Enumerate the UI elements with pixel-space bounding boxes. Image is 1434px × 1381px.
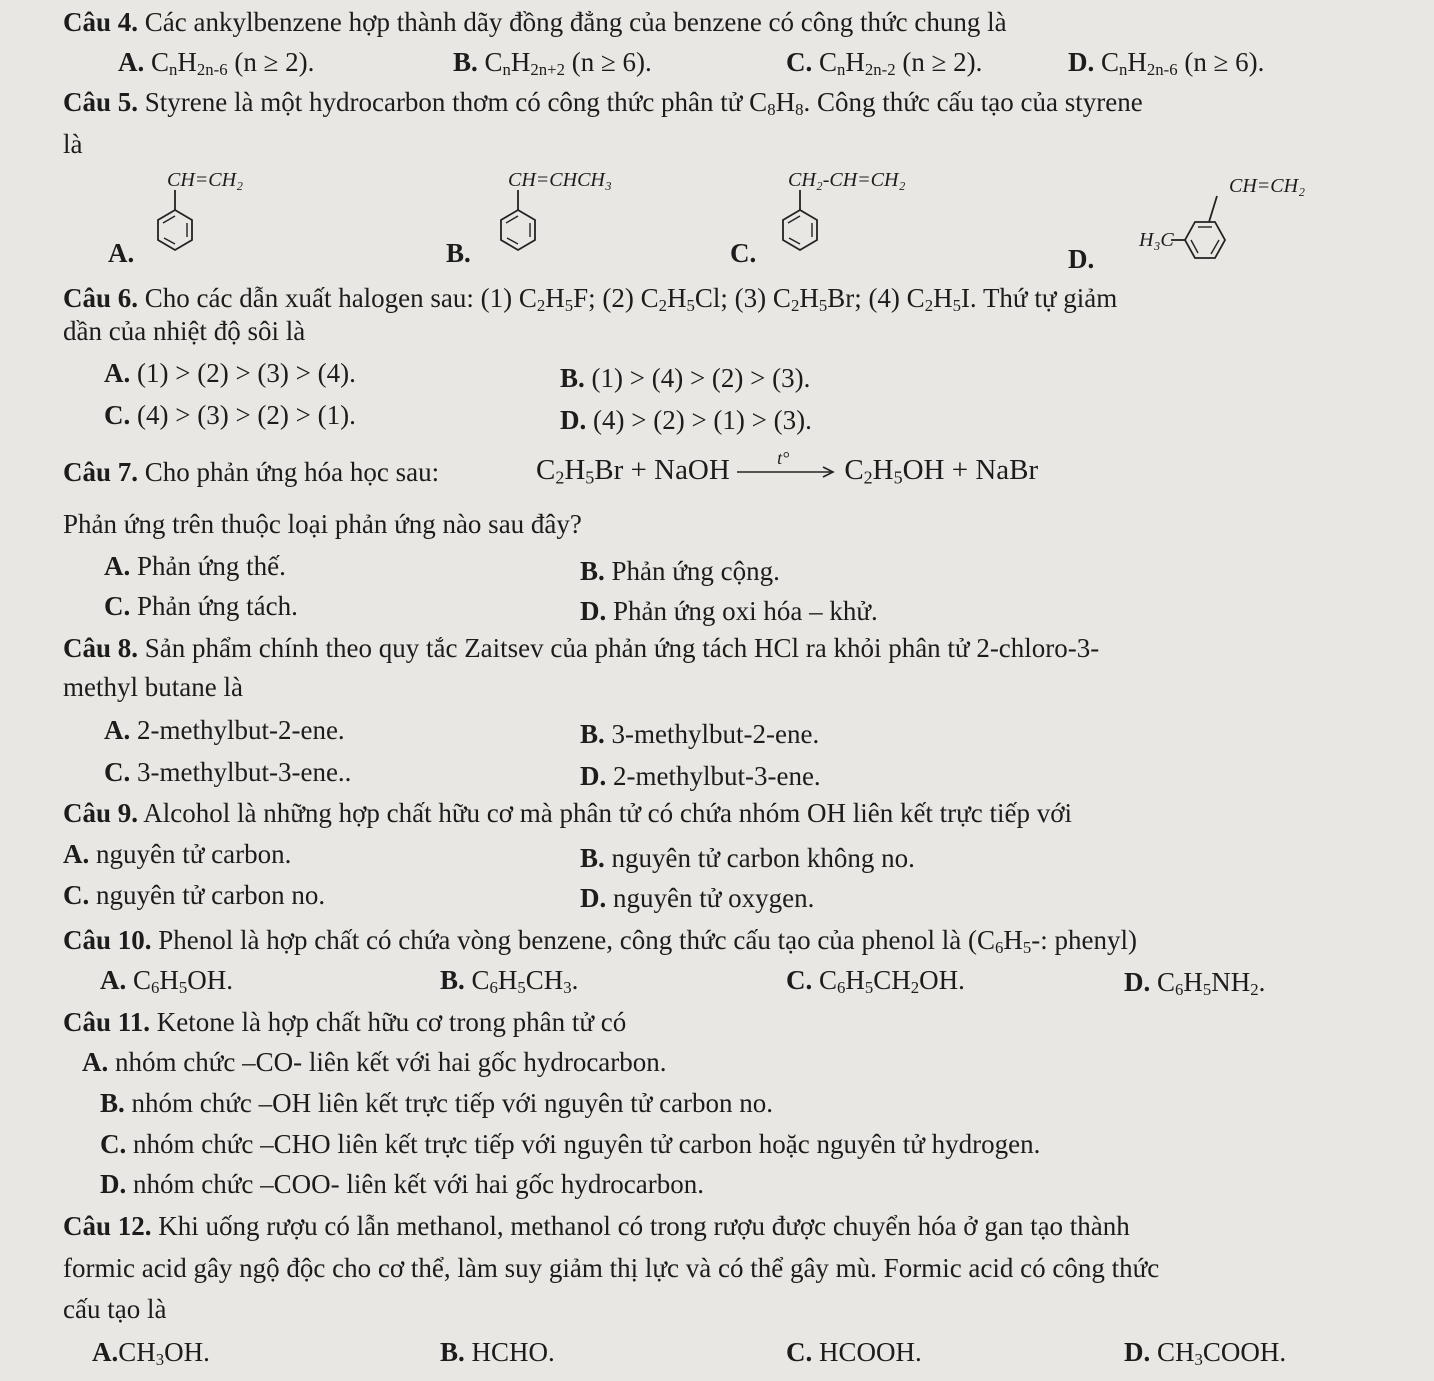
- q5-a-group: CH=CH₂: [167, 169, 244, 191]
- q4-option-d[interactable]: D. $C_nH_{2n-6}$ (n ≥ 6).: [1068, 47, 1265, 80]
- q12-option-a[interactable]: $A.CH_3OH$.: [92, 1337, 210, 1370]
- q5-number: Câu 5.: [63, 87, 139, 117]
- q11-stem: Câu 11. Ketone là hợp chất hữu cơ trong phân tử có: [63, 1007, 627, 1037]
- q5-stem: Câu 5. Styrene là một hydrocarbon thơm có công thức phân tử $C_8H_8$. Công thức cấu tạo của styrene: [63, 87, 1143, 120]
- q8-option-a[interactable]: A. 2-methylbut-2-ene.: [104, 715, 345, 745]
- q8-option-b[interactable]: B. 3-methylbut-2-ene.: [580, 719, 820, 749]
- q12-stem-3: cấu tạo là: [63, 1294, 167, 1324]
- q7-stem: Câu 7. Cho phản ứng hóa học sau:: [63, 457, 440, 487]
- q5-option-c-structure[interactable]: [770, 158, 970, 273]
- q5-option-b-structure[interactable]: [488, 158, 668, 273]
- q7-option-d[interactable]: D. Phản ứng oxi hóa – khử.: [580, 596, 878, 626]
- q11-number: Câu 11.: [63, 1007, 151, 1037]
- q11-option-c[interactable]: C. nhóm chức –CHO liên kết trực tiếp với nguyên tử carbon hoặc nguyên tử hydrogen.: [100, 1129, 1041, 1159]
- q9-option-a[interactable]: A. nguyên tử carbon.: [63, 839, 292, 869]
- q12-option-c[interactable]: C. HCOOH.: [786, 1337, 922, 1367]
- q4-stem: Câu 4. Các ankylbenzene hợp thành dãy đồng đẳng của benzene có công thức chung là: [63, 7, 1007, 37]
- q7-option-a[interactable]: A. Phản ứng thế.: [104, 551, 286, 581]
- q5-option-b-label[interactable]: B.: [446, 238, 471, 268]
- q4-number: Câu 4.: [63, 7, 139, 37]
- q6-option-a[interactable]: A. (1) > (2) > (3) > (4).: [104, 358, 356, 388]
- q4-option-c[interactable]: C. $C_nH_{2n-2}$ (n ≥ 2).: [786, 47, 983, 80]
- q8-stem-2: methyl butane là: [63, 672, 243, 702]
- q5-stem-2: là: [63, 129, 83, 159]
- q8-stem: Câu 8. Sản phẩm chính theo quy tắc Zaitsev của phản ứng tách HCl ra khỏi phân tử 2-chloro-3-: [63, 633, 1100, 663]
- q5-d-methyl: H₃C: [1139, 229, 1174, 251]
- q5-option-a-label[interactable]: A.: [108, 238, 135, 268]
- q10-option-d[interactable]: D. $C_6H_5NH_2$.: [1124, 967, 1266, 1000]
- q5-d-group: CH=CH₂: [1229, 175, 1306, 197]
- q11-option-d[interactable]: D. nhóm chức –COO- liên kết với hai gốc hydrocarbon.: [100, 1169, 705, 1199]
- q7-number: Câu 7.: [63, 457, 139, 487]
- q9-option-d[interactable]: D. nguyên tử oxygen.: [580, 883, 815, 913]
- q10-number: Câu 10.: [63, 925, 152, 955]
- q12-number: Câu 12.: [63, 1211, 152, 1241]
- q6-option-b[interactable]: B. (1) > (4) > (2) > (3).: [560, 363, 811, 393]
- q9-stem: Câu 9. Alcohol là những hợp chất hữu cơ mà phân tử có chứa nhóm OH liên kết trực tiếp với: [63, 798, 1073, 828]
- q7-equation: $C_2H_5Br$ + NaOH t° $C_2H_5OH$ + NaBr: [536, 448, 1039, 488]
- q8-option-d[interactable]: D. 2-methylbut-3-ene.: [580, 761, 821, 791]
- q10-option-a[interactable]: A. $C_6H_5OH$.: [100, 965, 234, 998]
- q5-c-group: CH₂-CH=CH₂: [788, 169, 906, 191]
- q4-option-b[interactable]: B. $C_nH_{2n+2}$ (n ≥ 6).: [453, 47, 652, 80]
- q5-option-d-label[interactable]: D.: [1068, 244, 1095, 274]
- q8-option-c[interactable]: C. 3-methylbut-3-ene..: [104, 757, 352, 787]
- q6-option-c[interactable]: C. (4) > (3) > (2) > (1).: [104, 400, 356, 430]
- q6-stem: Câu 6. Cho các dẫn xuất halogen sau: (1) $C_2H_5F$; (2) $C_2H_5Cl$; (3) $C_2H_5Br$; (4) $C_2H_5I$. Thứ tự giảm: [63, 283, 1118, 316]
- q7-option-b[interactable]: B. Phản ứng cộng.: [580, 556, 780, 586]
- q5-option-d-structure[interactable]: [1105, 160, 1335, 275]
- q10-option-b[interactable]: B. $C_6H_5CH_3$.: [440, 965, 579, 998]
- q6-option-d[interactable]: D. (4) > (2) > (1) > (3).: [560, 405, 812, 435]
- q8-number: Câu 8.: [63, 633, 139, 663]
- q7-stem-2: Phản ứng trên thuộc loại phản ứng nào sau đây?: [63, 509, 582, 539]
- q9-number: Câu 9.: [63, 798, 139, 828]
- q4-option-a[interactable]: A. $C_nH_{2n-6}$ (n ≥ 2).: [118, 47, 315, 80]
- q12-stem: Câu 12. Khi uống rượu có lẫn methanol, methanol có trong rượu được chuyển hóa ở gan tạo thành: [63, 1211, 1130, 1241]
- q12-stem-2: formic acid gây ngộ độc cho cơ thể, làm suy giảm thị lực và có thể gây mù. Formic acid có công thức: [63, 1253, 1160, 1283]
- q7-option-c[interactable]: C. Phản ứng tách.: [104, 591, 298, 621]
- q5-option-c-label[interactable]: C.: [730, 238, 757, 268]
- q5-b-group: CH=CHCH₃: [508, 169, 612, 191]
- q10-stem: Câu 10. Phenol là hợp chất có chứa vòng benzene, công thức cấu tạo của phenol là ($C_6H_5-$: phenyl): [63, 925, 1137, 958]
- q6-number: Câu 6.: [63, 283, 139, 313]
- q6-stem-2: dần của nhiệt độ sôi là: [63, 316, 306, 346]
- q12-option-d[interactable]: D. $CH_3COOH$.: [1124, 1337, 1287, 1370]
- q10-option-c[interactable]: C. $C_6H_5CH_2OH$.: [786, 965, 965, 998]
- q11-option-a[interactable]: A. nhóm chức –CO- liên kết với hai gốc hydrocarbon.: [82, 1047, 667, 1077]
- reaction-arrow: t°: [737, 462, 837, 482]
- q5-option-a-structure[interactable]: [145, 158, 305, 273]
- q12-option-b[interactable]: B. HCHO.: [440, 1337, 555, 1367]
- q11-option-b[interactable]: B. nhóm chức –OH liên kết trực tiếp với nguyên tử carbon no.: [100, 1088, 774, 1118]
- q9-option-b[interactable]: B. nguyên tử carbon không no.: [580, 843, 915, 873]
- q9-option-c[interactable]: C. nguyên tử carbon no.: [63, 880, 326, 910]
